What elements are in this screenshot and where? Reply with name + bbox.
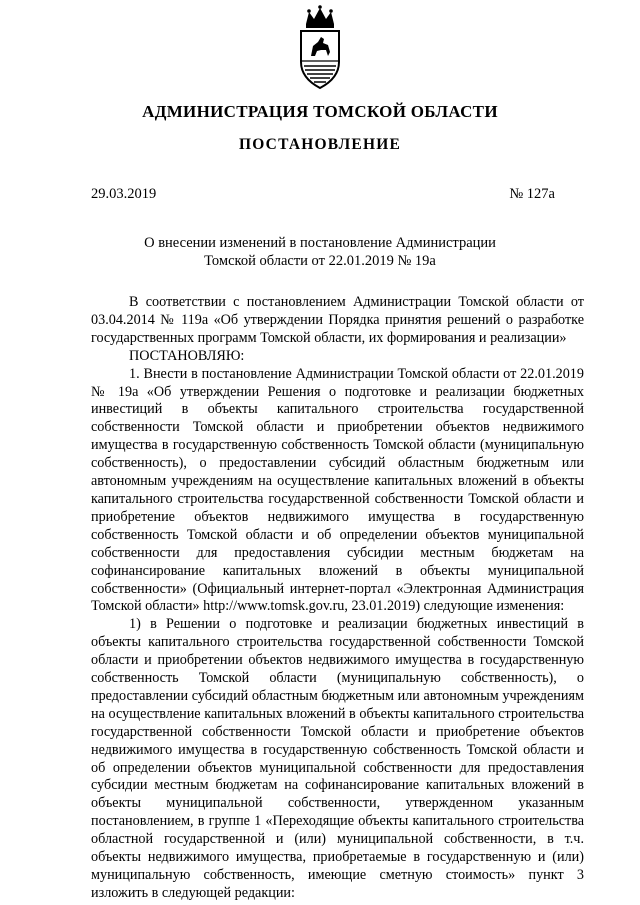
subject-line: Томской области от 22.01.2019 № 19а [204,253,436,269]
organization-title: АДМИНИСТРАЦИЯ ТОМСКОЙ ОБЛАСТИ [142,102,498,121]
tomsk-oblast-coat-of-arms-icon [297,4,343,92]
preamble-paragraph: В соответствии с постановлением Администрации Томской области от 03.04.2014 № 119а «Об утверждении Порядка принятия решений о разработке государственных программ Томской области, их формирования и реализации» [91,294,584,346]
document-subject [0,234,640,270]
document-body [91,294,584,903]
document-type-title: ПОСТАНОВЛЕНИЕ [238,136,402,153]
subject-line: О внесении изменений в постановление Администрации [144,235,496,251]
subitem-1-paragraph: 1) в Решении о подготовке и реализации бюджетных инвестиций в объекты капитального строительства государственной собственности Томской области и приобретении объектов недвижимого имущества в государственную собственность Томской области (муниципальную собственность), о предоставлении субсидий областным бюджетным или автономным учреждениям на осуществление капитальных вложений в объекты капитального строительства государственной собственности Томской области и приобретение объектов недвижимого имущества в государственную собственность Томской области и об определении объектов муниципальной собственности для предоставления субсидии местным бюджетам на софинансирование капитальных вложений в объекты муниципальной собственности, утвержденном указанным постановлением, в группе 1 «Переходящие объекты капитального строительства областной государственной и (или) муниципальной собственности, в т.ч. объекты недвижимого имущества, приобретаемые в государственную и (или) муниципальную собственность, имеющие сметную стоимость» пункт 3 изложить в следующей редакции: [91,616,584,901]
document-number: № 127а [509,186,555,202]
item-1-paragraph: 1. Внести в постановление Администрации Томской области от 22.01.2019 № 19а «Об утверждении Решения о подготовке и реализации бюджетных инвестиций в объекты капитального строительства государственной собственности Томской области и приобретении объектов недвижимого имущества в государственную собственность Томской области (муниципальную собственность), о предоставлении субсидий областным бюджетным или автономным учреждениям на осуществление капитальных вложений в объекты капитального строительства государственной собственности Томской области и приобретение объектов недвижимого имущества в государственную собственность Томской области и об определении объектов муниципальной собственности для предоставления субсидии местным бюджетам на софинансирование капитальных вложений в объекты муниципальной собственности» (Официальный интернет-портал «Электронная Администрация Томской области» http://www.tomsk.gov.ru, 23.01.2019) следующие изменения: [91,365,584,615]
document-date: 29.03.2019 [91,186,157,202]
resolve-paragraph: ПОСТАНОВЛЯЮ: [129,347,245,364]
